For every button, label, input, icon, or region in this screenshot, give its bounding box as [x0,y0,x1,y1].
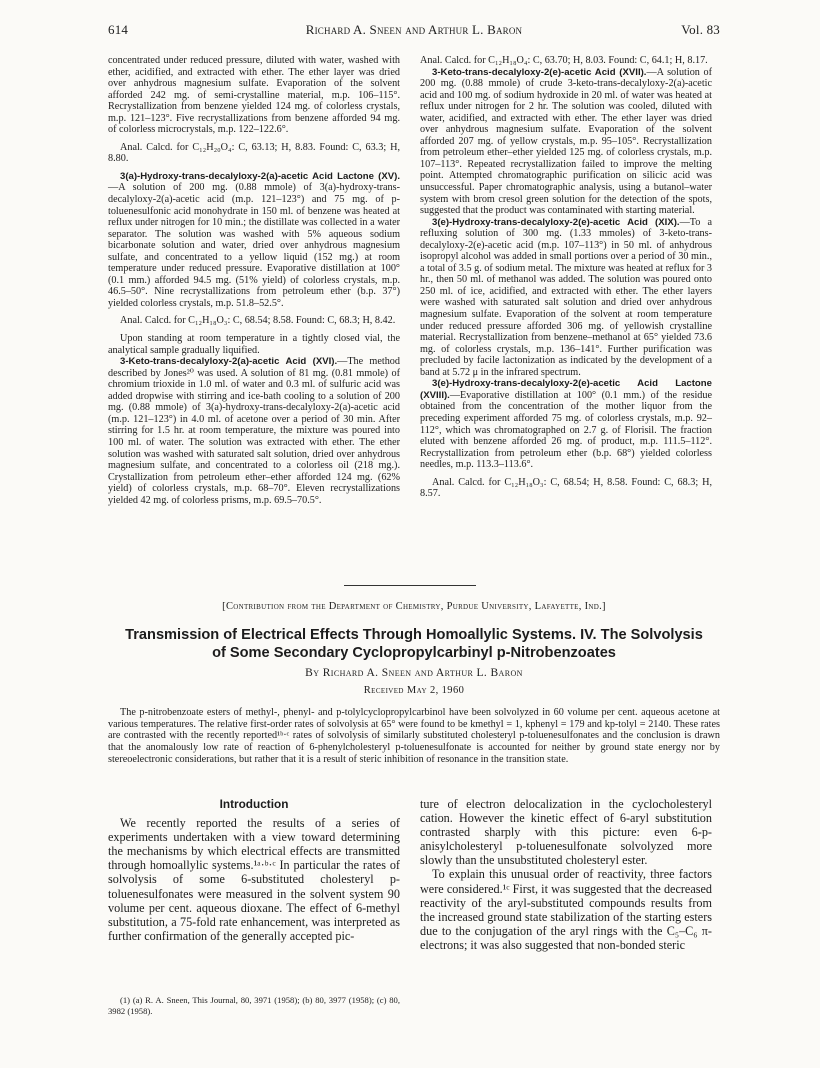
volume-label: Vol. 83 [681,22,720,37]
running-head [108,22,720,40]
right-column-introduction [420,797,712,952]
paragraph [108,356,400,506]
running-head-authors: Richard A. Sneen and Arthur L. Baron [305,22,523,37]
paragraph: concentrated under reduced pressure, diluted with water, washed with ether, acidified, and extracted with ether. The ether layer was dried over anhydrous magnesium sulfate. Evaporation of the solvent afforded 242 mg. of semi-crystalline material, m.p. 106–115°. Recrystallization from benzene yielded 124 mg. of colorless crystals, m.p. 121–123°. Five recrystallizations from benzene afforded 94 mg. of colorless microcrystals, m.p. 122–122.6°. [108,55,400,136]
paragraph [108,171,400,310]
abstract [108,707,720,766]
article-title [108,626,720,662]
paragraph-text: —To a refluxing solution of 300 mg. (1.33 mmoles) of 3-keto-trans-decalyloxy-2(e)-acetic acid (m.p. 107–113°) in 50 ml. of anhydrous isopropyl alcohol was added in small portions over a period of 30 min., a total of 3.5 g. of sodium metal. The mixture was heated at reflux for 3 hr., then 50 ml. of methanol was added. The solution was poured onto 250 ml. of ice, acidified, and extracted with ether. The ether layers were washed with saturated salt solution and dried over anhydrous magnesium sulfate. Evaporation of the solvent at room temperature under reduced pressure afforded 306 mg. of yellowish crystalline material. Recrystallization from benzene–methanol at 65° yielded 73.6 mg. of colorless crystals, m.p. 136–141°. Further purification was precluded by facile lactonization as indicated by the development of a band at 5.72 μ in the infrared spectrum. [420,216,712,378]
analysis-line: Anal. Calcd. for C₁₂H₁₈O₄: C, 63.70; H, 8.03. Found: C, 64.1; H, 8.17. [420,55,708,66]
analysis-line: Anal. Calcd. for C₁₂H₁₈O₃: C, 68.54; H, 8.58. Found: C, 68.3; H, 8.57. [420,476,712,500]
paragraph-text: —The method described by Jones²⁰ was used. A solution of 81 mg. (0.81 mmole) of chromium trioxide in 1.0 ml. of water and 0.3 ml. of sulfuric acid was added dropwise with stirring and ice-bath cooling to a solution of 200 mg. (0.88 mmole) of 3(a)-hydroxy-trans-decalyloxy-2(a)-acetic acid (m.p. 121–123°) in 4.0 ml. of acetone over a period of 30 min. After stirring for 1.5 hr. at room temperature, the mixture was poured into 100 ml. of water. The solution was extracted with ether. The ether solution was washed with saturated salt solution, dried over anhydrous magnesium sulfate, and concentrated to a colorless oil (218 mg.). Crystallization from petroleum ether–ether afforded 124 mg. (62% yield) of colorless crystals, m.p. 68–70°. Eleven recrystallizations yielded 42 mg. of colorless prisms, m.p. 69.5–70.5°. [108,356,400,506]
footnote [108,995,400,1016]
paragraph-text: —Evaporative distillation at 100° (0.1 mm.) of the residue obtained from the concentration of the mother liquor from the preceding experiment afforded 75 mg. of colorless crystals, m.p. 92–112°, which was chromatographed on 2.7 g. of Florisil. The fraction eluted with benzene afforded 26 mg. of product, m.p. 111.5–112°. Recrystallization from petroleum ether (b.p. 68°) yielded colorless needles, m.p. 113.3–113.6°. [420,389,712,471]
received-date: Received May 2, 1960 [363,685,465,696]
article-title-line: of Some Secondary Cyclopropylcarbinyl p-Nitrobenzoates [212,645,616,661]
byline: By Richard A. Sneen and Arthur L. Baron [305,667,523,679]
paragraph [420,378,712,470]
compound-heading: 3(e)-Hydroxy-trans-decalyloxy-2(e)-acetic Acid Lactone (XVIII). [420,378,712,401]
paragraph: To explain this unusual order of reactivity, three factors were considered.¹ᶜ First, it was suggested that the decreased reactivity of the aryl-substituted compounds results from the increased ground state stabilization of the starting esters due to the conjugation of the aryl rings with the C₅–C₆ π-electrons; it was also suggested that non-bonded steric [420,867,712,952]
footnote-text: (1) (a) R. A. Sneen, This Journal, 80, 3971 (1958); (b) 80, 3977 (1958); (c) 80, 3982 (1958). [108,995,400,1016]
analysis-line: Anal. Calcd. for C₁₂H₂₀O₄: C, 63.13; H, 8.83. Found: C, 63.3; H, 8.80. [108,141,400,165]
paragraph-text: —A solution of 200 mg. (0.88 mmole) of crude 3-keto-trans-decalyloxy-2(a)-acetic acid and 100 mg. of sodium hydroxide in 20 ml. of water was heated at reflux under nitrogen for 2 hr. The solution was cooled, diluted with water, acidified, and extracted with ether. The ether layer was dried over anhydrous magnesium sulfate. Evaporation of the solvent afforded 207 mg. of yellow crystals, m.p. 95–105°. Recrystallization from petroleum ether–ether yielded 125 mg. of colorless crystals, m.p. 107–113°. Repeated recrystallization failed to improve the melting point. Attempted chromatographic purification on silicic acid was unsuccessful. Paper chromatographic analysis, using a butanol–water system with brom cresol green solution for the detection of the spots, suggested that the product was contaminated with starting material. [420,66,712,217]
paragraph: Upon standing at room temperature in a tightly closed vial, the analytical sample gradually liquified. [108,333,400,356]
article-title-line: Transmission of Electrical Effects Through Homoallylic Systems. IV. The Solvolysis [125,627,703,643]
compound-heading: 3-Keto-trans-decalyloxy-2(e)-acetic Acid (XVII). [432,66,647,78]
paragraph-text: —A solution of 200 mg. (0.88 mmole) of 3(a)-hydroxy-trans-decalyloxy-2(a)-acetic acid (m.p. 121–123°) and 75 mg. of p-toluenesulfonic acid monohydrate in 150 ml. of benzene was heated at reflux under nitrogen for 10 min.; the distillate was collected in a water separator. The solution was washed with 5% aqueous sodium bicarbonate solution and water, dried over anhydrous magnesium sulfate, and concentrated to a yellow liquid (152 mg.) at room temperature under reduced pressure. Evaporative distillation at 100° (0.1 mm.) afforded 94.5 mg. (51% yield) of colorless crystals, m.p. 46.5–50°. Nine recrystallizations from petroleum ether (b.p. 37°) yielded colorless crystals, m.p. 51.8–52.5°. [108,182,400,309]
analysis-line: Anal. Calcd. for C₁₂H₁₈O₃: C, 68.54; 8.58. Found: C, 68.3; H, 8.42. [120,315,396,327]
right-column-experimental [420,55,712,506]
contribution-note: [Contribution from the Department of Chemistry, Purdue University, Lafayette, Ind.] [222,601,606,612]
abstract-text: The p-nitrobenzoate esters of methyl-, phenyl- and p-tolylcyclopropylcarbinol have been solvolyzed in 60 volume per cent. aqueous acetone at various temperatures. The relative first-order rates of solvolysis at 65° were found to be kmethyl = 1, kphenyl = 179 and kp-tolyl = 2140. These rates are contrasted with the recently reported¹ᵇ·ᶜ rates of solvolysis of similarly substituted cholesteryl p-toluenesulfonates and the conclusion is drawn that the anomalously low rate of reaction of 6-phenylcholesteryl p-toluenesulfonate is accounted for neither by ground state energy nor by stereoelectronic considerations, but rather that it is a result of steric inhibition of resonance in the transition state. [108,707,720,765]
paragraph: ture of electron delocalization in the cyclocholesteryl cation. However the kinetic effect of 6-aryl substitution contrasted sharply with this picture: even 6-p-anisylcholesteryl p-toluenesulfonate solvolyzed more slowly than the unsubstituted cholesteryl ester. [420,797,712,868]
paragraph [420,217,712,379]
paragraph: We recently reported the results of a series of experiments undertaken with a view toward determining the mechanisms by which electrical effects are transmitted through homoallylic systems.¹ᵃ·ᵇ·ᶜ In particular the rates of solvolysis of some 6-substituted cholesteryl p-toluenesulfonates were measured in the solvent system 90 volume per cent. aqueous dioxane. The effect of 6-methyl substitution, a 75-fold rate enhancement, was interpreted as further confirmation of the generally accepted pic- [108,816,400,943]
section-heading: Introduction [219,797,289,811]
paragraph [420,67,712,217]
left-column-introduction [108,797,400,943]
left-column-experimental [108,55,400,506]
compound-heading: 3(a)-Hydroxy-trans-decalyloxy-2(a)-acetic Acid Lactone (XV). [120,170,400,182]
compound-heading: 3-Keto-trans-decalyloxy-2(a)-acetic Acid (XVI). [120,356,338,368]
section-divider [344,585,476,586]
page-number: 614 [108,22,129,37]
compound-heading: 3(e)-Hydroxy-trans-decalyloxy-2(e)-acetic Acid (XIX). [432,216,680,228]
